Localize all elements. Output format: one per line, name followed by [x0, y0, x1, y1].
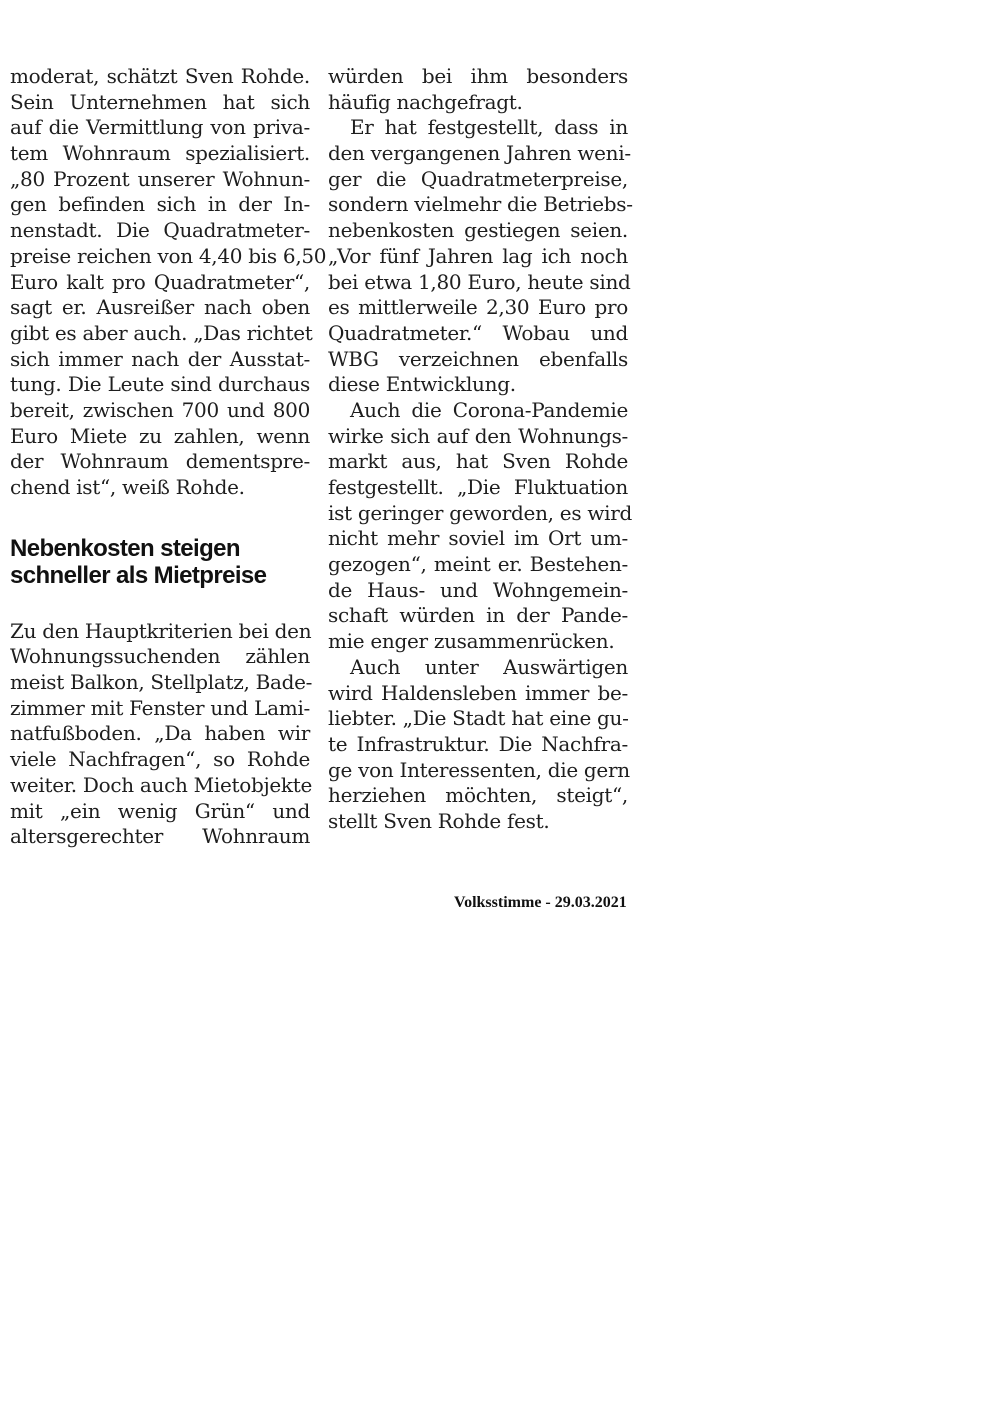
text-line: meist Balkon, Stellplatz, Bade-	[10, 670, 313, 695]
text-line: nicht mehr soviel im Ort um-	[328, 526, 628, 551]
text-line: tung. Die Leute sind durchaus	[10, 372, 310, 397]
text-line: tem Wohnraum spezialisiert.	[10, 141, 310, 166]
text-line: ist geringer geworden, es wird	[328, 500, 633, 525]
text-line: häufig nachgefragt.	[328, 89, 523, 114]
text-line: WBG verzeichnen ebenfalls	[328, 346, 628, 371]
text-line: nebenkosten gestiegen seien.	[328, 218, 628, 243]
paragraph-right-3	[328, 397, 633, 655]
article-column-right	[328, 64, 633, 835]
paragraph-right-4	[328, 655, 628, 835]
text-line: mit „ein wenig Grün“ und	[10, 798, 310, 823]
text-line: Sein Unternehmen hat sich	[10, 89, 310, 114]
text-line: Euro kalt pro Quadratmeter“,	[10, 269, 310, 294]
source-caption: Volksstimme - 29.03.2021	[454, 894, 627, 911]
text-line: gezogen“, meint er. Bestehen-	[328, 552, 628, 577]
text-line: wirke sich auf den Wohnungs-	[328, 423, 628, 448]
text-line: nenstadt. Die Quadratmeter-	[10, 218, 310, 243]
text-line: bereit, zwischen 700 und 800	[10, 397, 310, 422]
text-line: Auch die Corona-Pandemie	[350, 397, 628, 422]
text-line: „Vor fünf Jahren lag ich noch	[328, 243, 628, 268]
text-line: Er hat festgestellt, dass in	[350, 115, 628, 140]
text-line: sondern vielmehr die Betriebs-	[328, 192, 633, 217]
text-line: bei etwa 1,80 Euro, heute sind	[328, 269, 631, 294]
text-line: herziehen möchten, steigt“,	[328, 783, 628, 808]
subheading-line: Nebenkosten steigen	[10, 534, 240, 562]
text-line: moderat, schätzt Sven Rohde.	[10, 64, 310, 88]
text-line: Quadratmeter.“ Wobau und	[328, 320, 628, 345]
text-line: diese Entwicklung.	[328, 372, 516, 397]
text-line: Zu den Hauptkriterien bei den	[10, 618, 312, 643]
paragraph-left-2	[10, 618, 313, 850]
text-line: Auch unter Auswärtigen	[350, 654, 628, 679]
text-line: weiter. Doch auch Mietobjekte	[10, 772, 312, 797]
text-line: Wohnungssuchenden zählen	[10, 644, 310, 669]
text-line: ger die Quadratmeterpreise,	[328, 166, 628, 191]
text-line: Euro Miete zu zahlen, wenn	[10, 423, 310, 448]
section-subheading	[10, 535, 310, 589]
paragraph-right-1	[328, 64, 628, 115]
text-line: sagt er. Ausreißer nach oben	[10, 295, 310, 320]
paragraph-left-1	[10, 64, 327, 501]
paragraph-right-2	[328, 115, 633, 398]
text-line: gen befinden sich in der In-	[10, 192, 310, 217]
text-line: te Infrastruktur. Die Nachfra-	[328, 731, 628, 756]
text-line: sich immer nach der Ausstat-	[10, 346, 310, 371]
text-line: altersgerechter Wohnraum	[10, 824, 310, 849]
text-line: es mittlerweile 2,30 Euro pro	[328, 295, 628, 320]
text-line: zimmer mit Fenster und Lami-	[10, 695, 310, 720]
text-line: festgestellt. „Die Fluktuation	[328, 475, 628, 499]
text-line: mie enger zusammenrücken.	[328, 629, 615, 654]
text-line: „80 Prozent unserer Wohnun-	[10, 166, 310, 191]
text-line: de Haus- und Wohngemein-	[328, 577, 628, 602]
text-line: liebter. „Die Stadt hat eine gu-	[328, 706, 629, 731]
text-line: preise reichen von 4,40 bis 6,50	[10, 243, 327, 268]
text-line: wird Haldensleben immer be-	[328, 680, 628, 705]
text-line: ge von Interessenten, die gern	[328, 757, 630, 782]
text-line: schaft würden in der Pande-	[328, 603, 628, 628]
text-line: natfußboden. „Da haben wir	[10, 721, 310, 746]
text-line: chend ist“, weiß Rohde.	[10, 475, 245, 499]
article-column-left	[10, 64, 327, 850]
subheading-line: schneller als Mietpreise	[10, 561, 267, 589]
text-line: würden bei ihm besonders	[328, 64, 628, 88]
text-line: den vergangenen Jahren weni-	[328, 141, 631, 166]
text-line: auf die Vermittlung von priva-	[10, 115, 310, 140]
text-line: stellt Sven Rohde fest.	[328, 808, 550, 833]
text-line: der Wohnraum dementspre-	[10, 449, 310, 474]
text-line: markt aus, hat Sven Rohde	[328, 449, 628, 474]
text-line: viele Nachfragen“, so Rohde	[10, 747, 310, 772]
text-line: gibt es aber auch. „Das richtet	[10, 320, 313, 345]
